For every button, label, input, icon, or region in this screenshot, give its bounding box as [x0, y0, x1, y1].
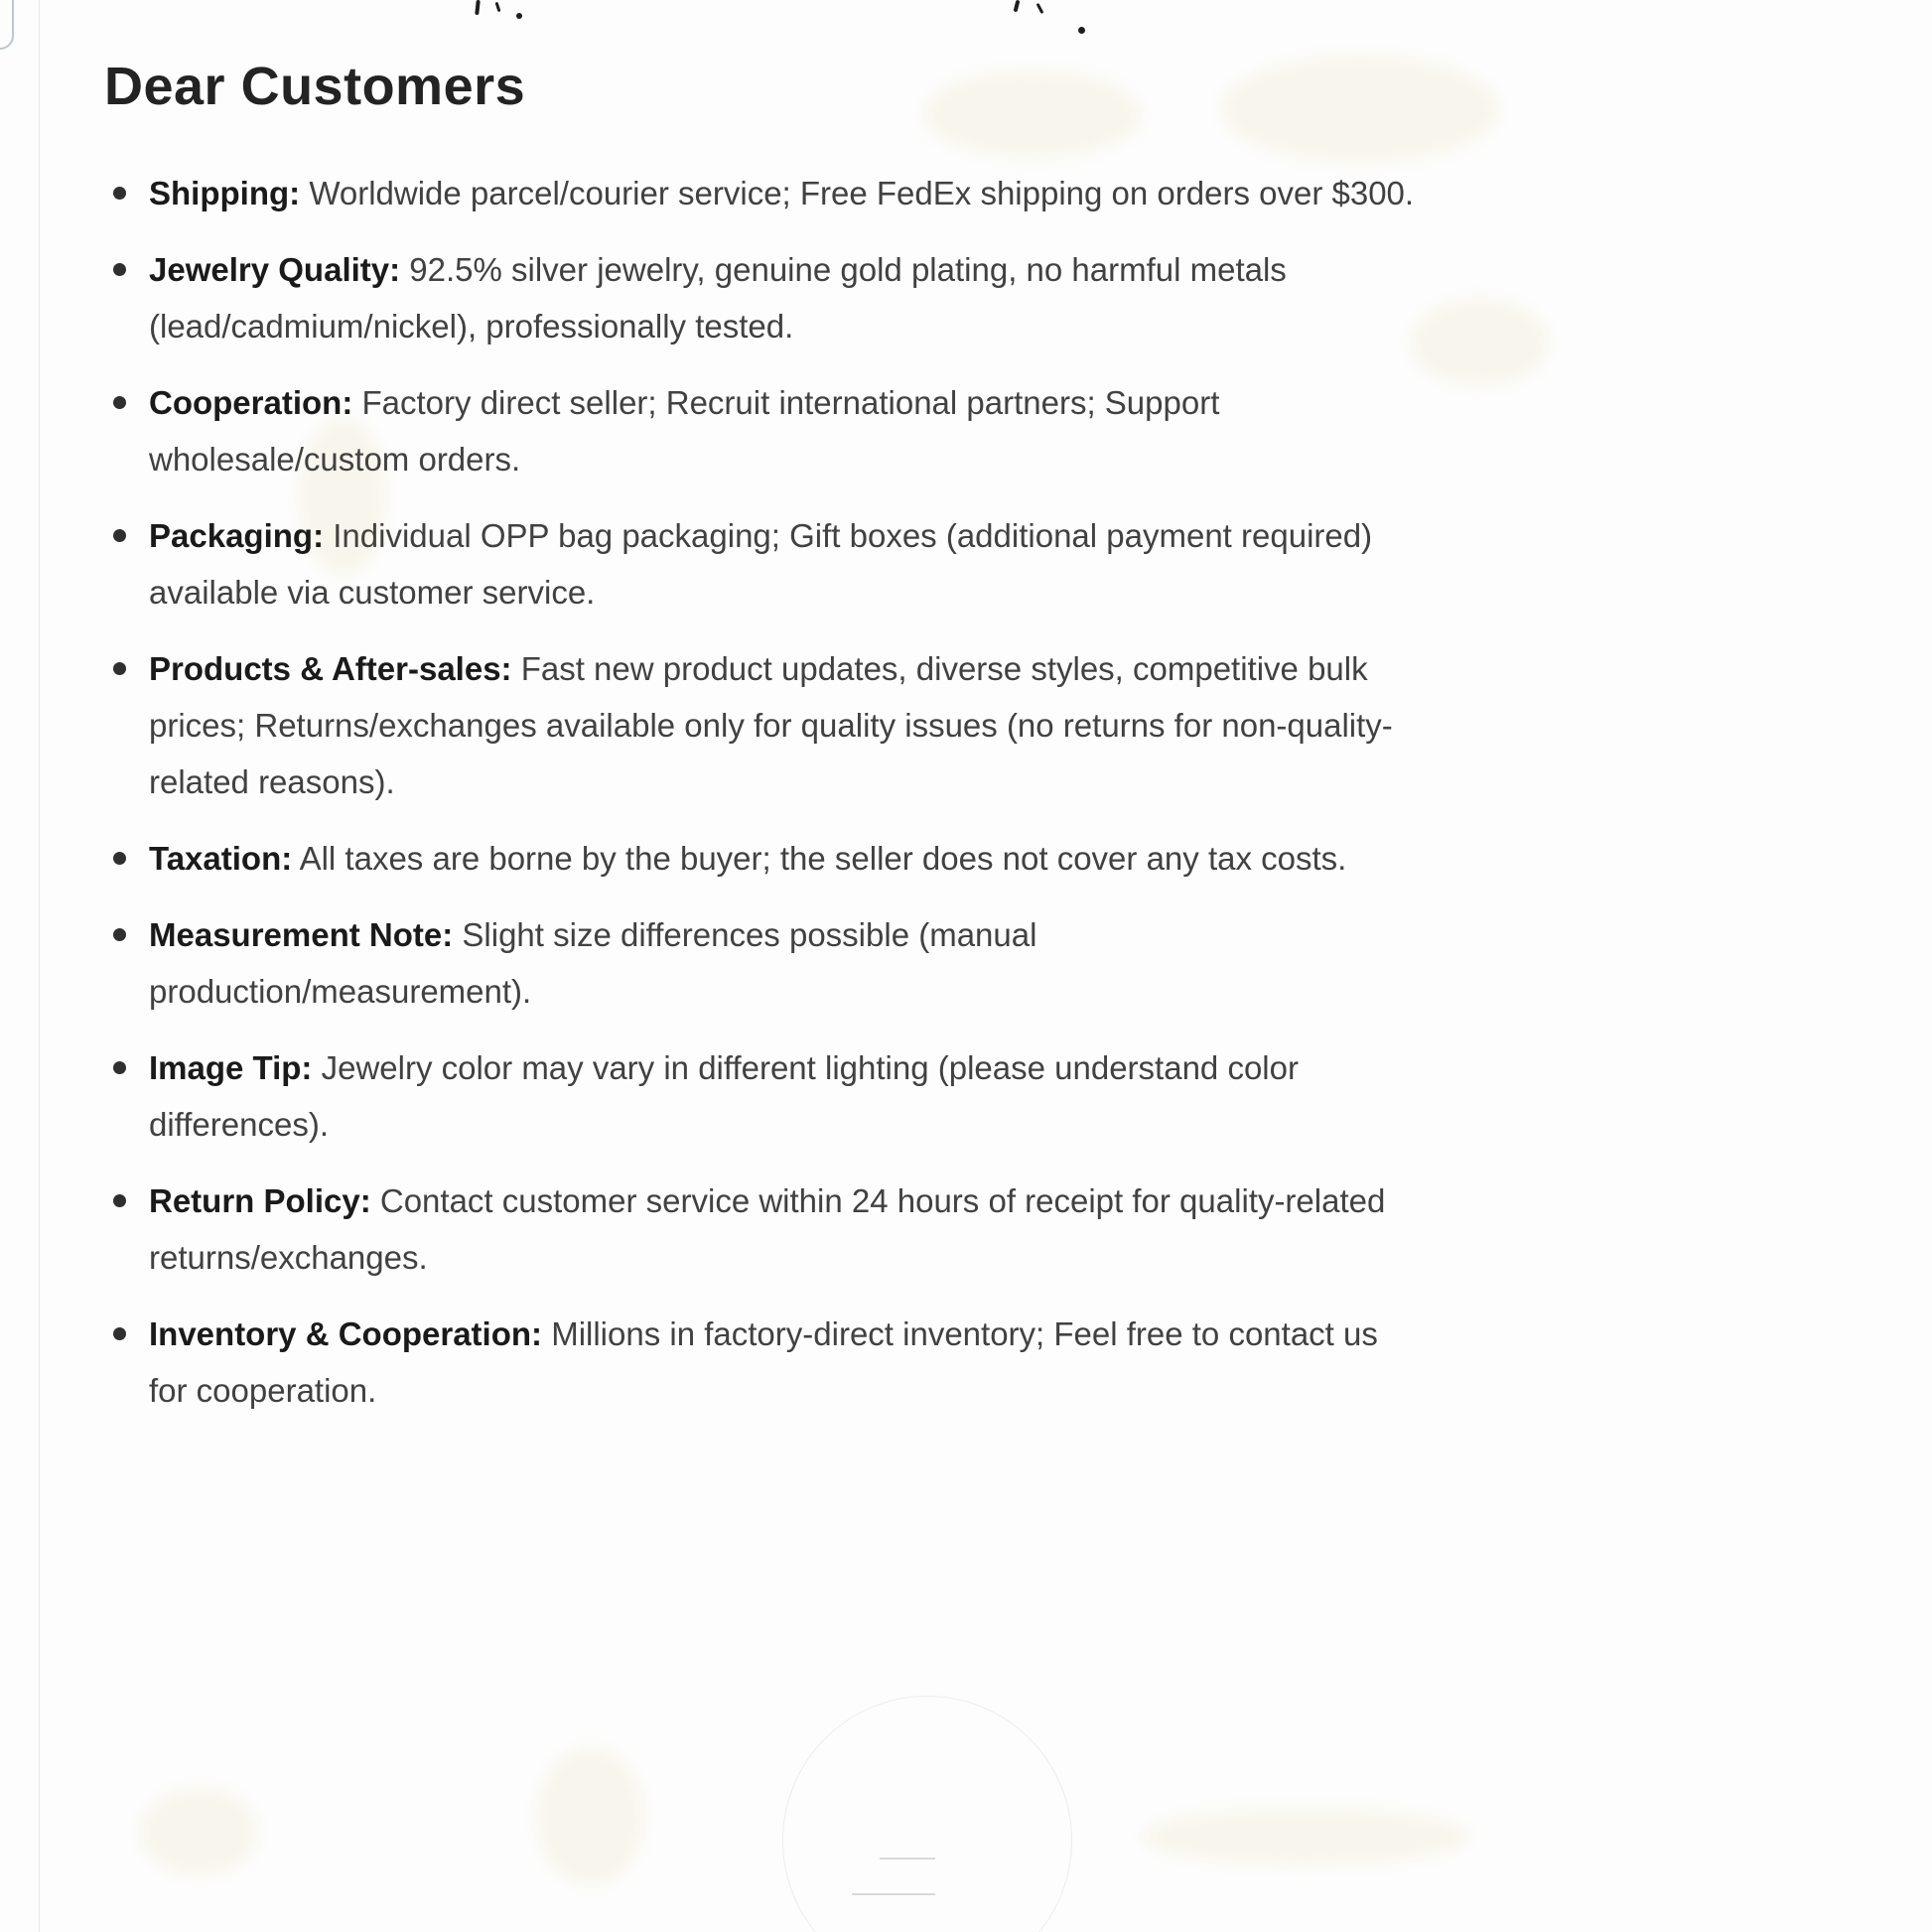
background-blotch: [1142, 1807, 1469, 1866]
bullet-icon: [113, 1194, 126, 1207]
item-label: Jewelry Quality:: [149, 251, 401, 288]
bullet-icon: [113, 1061, 126, 1074]
item-label: Inventory & Cooperation:: [149, 1315, 543, 1352]
list-item: [104, 640, 1417, 810]
watermark-circle: [782, 1696, 1072, 1932]
list-item: [104, 1306, 1417, 1419]
bullet-icon: [113, 187, 126, 200]
list-item: [104, 374, 1417, 487]
bullet-icon: [113, 852, 126, 865]
list-item: [104, 1039, 1417, 1153]
item-label: Packaging:: [149, 517, 325, 554]
faint-rule: [852, 1893, 935, 1895]
page-title: Dear Customers: [104, 57, 526, 116]
item-text: Factory direct seller; Recruit international partners; Support wholesale/custom orders.: [149, 384, 1220, 478]
item-label: Shipping:: [149, 175, 301, 211]
list-item: [104, 906, 1417, 1020]
bullet-icon: [113, 529, 126, 542]
bullet-icon: [113, 263, 126, 276]
list-item: [104, 241, 1417, 354]
background-blotch: [139, 1787, 258, 1876]
item-label: Return Policy:: [149, 1182, 371, 1219]
bullet-icon: [113, 396, 126, 409]
bullet-icon: [113, 1327, 126, 1340]
list-item: [104, 830, 1417, 887]
item-label: Image Tip:: [149, 1049, 313, 1086]
item-text: Worldwide parcel/courier service; Free FedEx shipping on orders over $300.: [309, 175, 1415, 211]
background-blotch: [536, 1747, 645, 1886]
item-text: All taxes are borne by the buyer; the seller does not cover any tax costs.: [299, 840, 1347, 877]
item-label: Taxation:: [149, 840, 293, 877]
notice-list: [104, 165, 1417, 1419]
item-text: Slight size differences possible (manual production/measurement).: [149, 916, 1037, 1010]
item-text: Millions in factory-direct inventory; Feel free to contact us for cooperation.: [149, 1315, 1378, 1409]
item-text: Jewelry color may vary in different lighting (please understand color differences).: [149, 1049, 1299, 1143]
item-label: Products & After-sales:: [149, 650, 512, 687]
faint-rule: [880, 1858, 935, 1860]
item-text: Fast new product updates, diverse styles, competitive bulk prices; Returns/exchanges available only for quality issues (no returns for non-quality-related reasons).: [149, 650, 1393, 800]
bullet-icon: [113, 662, 126, 675]
item-label: Measurement Note:: [149, 916, 454, 953]
list-item: [104, 507, 1417, 621]
item-text: Individual OPP bag packaging; Gift boxes (additional payment required) available via customer service.: [149, 517, 1373, 611]
item-text: 92.5% silver jewelry, genuine gold plating, no harmful metals (lead/cadmium/nickel), professionally tested.: [149, 251, 1287, 345]
item-text: Contact customer service within 24 hours of receipt for quality-related returns/exchanges.: [149, 1182, 1386, 1276]
list-item: [104, 1173, 1417, 1286]
list-item: [104, 165, 1417, 221]
item-label: Cooperation:: [149, 384, 353, 421]
bullet-icon: [113, 928, 126, 941]
